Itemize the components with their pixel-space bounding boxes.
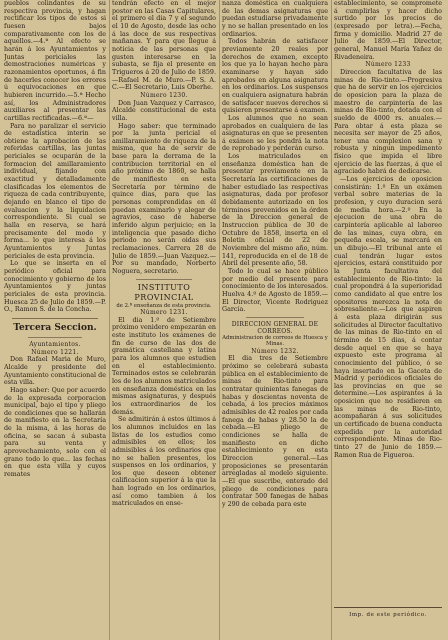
column-4 (334, 0, 442, 600)
column-divider (109, 0, 110, 640)
section-rule (12, 318, 98, 319)
paragraph: nanza doméstica en cualquiera de las demas asignaturas que puedan estudiarse privadamente y no se hallan presentado en los ordinarios. (222, 0, 328, 38)
column-1 (4, 0, 106, 640)
paragraph: Todos habrán de satisfacer previamente 20 reales por derechos de examen, excepto los que ya lo hayan hecho para examinarse y hayan sido aprobados en alguna asignatura en los ordinarios. Los suspensos en cualquiera asignatura habrán de satisfacer nuevos derechos si quisieren presentarse á examen. (222, 38, 328, 115)
paragraph: establecimiento, se compromete á cumplirlas y hacer dicho surtido por los precios de (expresado por letra).—Fecha, firma y domicilio. Madrid 27 de Julio de 1859.—El Director, general, Manuel María Yañez de Rivadeneira. (334, 0, 442, 61)
paragraph: Para no paralizar el servicio de estadística interin se obtiene la aprobacion de las referidas cartillas, las juntas periciales se ocuparán de la formacion del amillaramiento individual, fijando con exactitud y detalladamente clasificadas los elementos de riqueza de cada contribuyente, dejando en blanco el tipo de evaluacion y la liquidacion correspondiente. Si cual se halla en reserva, se hará precisamente del modo y forma... lo que interesa á los Ayuntamientos y Juntas periciales de esta provincia. (4, 122, 106, 260)
short-rule (246, 317, 304, 318)
paragraph: tendrán efecto en el mejor postor en las Casas Capitulares, el primero el dia 7 y el segundo el 10 de Agosto, desde las ocho á las doce de sus respectivas mañanas. Y para que llegue á noticia de las personas que gusten interesarse en la subasta, se fija el presente en Trigueros á 20 de Julio de 1859.—Rafael M. de Muro.—P. S. A. C.—El Secretario, Luis Oberhe. (112, 0, 216, 92)
directorate-subheading: Administracion de correos de Huesca y Minas. (222, 334, 328, 348)
notice-number: Número 1221. (31, 348, 79, 356)
paragraph: Don Juan Vazquez y Carrasco, Alcalde constitucional de esta villa. (112, 99, 216, 122)
paragraph: El dia tres de Setiembre próximo se celebrará subasta pública en el establecimiento de minas de Rio-tinto para contratar quinientas fanegas de habas y doscientas noventa de cebada, á los precios máximos admisibles de 42 reales por cada fanega de habas y 28.50 la de cebada.—El pliego de condiciones se halla de manifiesto en dicho establecimiento y en esta Direccion general.—Las proposiciones se presentarán arregladas al modelo siguiente.—El que suscribe, enterado del pliego de condiciones para contratar 500 fanegas de habas y 290 de cebada para este (222, 355, 328, 508)
paragraph: Direccion facultativa de las minas de Rio-tinto.—Progresiva que ha de servir en los ejercicios de oposicion para la plaza de maestro de carpintería de las minas de Rio-tinto, dotada con el sueldo de 4000 rs. anuales.—Para obtar á esta plaza se necesita ser mayor de 25 años, tener una complexion sana y robusta y ningun impedimento físico que impida el libre ejercicio de las fuerzas, á que el agraciado habrá de dedicarse. (334, 68, 442, 176)
paragraph: pueblos colindantes de su respectiva provincia, y hagan rectificar los tipos de estos si fuesen bajos comparativamente con los de aquellos.—4.ª Al efecto se harán á los Ayuntamientos y Juntas periciales las demostraciones numéricas y razonamientos oportunos, á fin de hacerles conocer los errores ú equivocaciones en que hubieren incurrido.—5.ª Hecho así, los Administradores auxiliares al presentar las cartillas rectificadas.—6.ª— (4, 0, 106, 122)
column-divider (331, 0, 332, 640)
paragraph: Todo lo cual se hace público por medio del presente para conocimiento de los interesados. Huelva 4.º de Agosto de 1859.—El Director, Vicente Rodriguez García. (222, 267, 328, 314)
column-2 (112, 0, 216, 640)
paragraph: Los matriculados en enseñanza doméstica han de presentar previamente en la Secretaría las certificaciones de haber estudiado las respectivas asignaturas, dada por profesor debidamente autorizado en los términos prevenidos en la órden de la Direccion general de Instruccion pública de 30 de Octubre de 1858, inserta en el Boletin oficial de 22 de Noviembre del mismo año, núm. 141, reproducida en el de 18 de Abril del presente año, 58. (222, 153, 328, 268)
column-3 (222, 0, 328, 640)
paragraph: El dia 1.º de Setiembre próximo venidero empezarán en este instituto los exámenes de fin de curso de las dos de gramática castellana y latina para los alumnos que estudien en el establecimiento. Terminados estos se celebrarán los de los alumnos matriculados en enseñanza doméstica en las mismas asignaturas, y después los extraordinarios de los demás. (112, 316, 216, 416)
notice-number: Número 1230. (140, 91, 188, 99)
section-heading: Tercera Seccion. (13, 322, 97, 333)
directorate-heading: DIRECCION GENERAL DE CORREOS. (231, 320, 319, 335)
short-rule (28, 337, 82, 338)
notice-number: Número 1233 (365, 61, 411, 69)
paragraph: Don Rafael Maria de Muro, Alcalde y presidente del Ayuntamiento constitucional de esta villa. (4, 356, 106, 387)
short-rule (136, 279, 192, 280)
institution-heading: INSTITUTO PROVINCIAL (134, 282, 194, 302)
paragraph: Se admitirán á estos últimos á los alumnos incluidos en las listas de los estudios como admisibles en ellos; los admisibles á los ordinarios que no se hallen presentes, los suspensos en los ordinarios, y los que deseen obtener calificacion superior á la que la han logrado en los ordinarios, así como tambien á los matriculados en ense- (112, 416, 216, 508)
column-divider (219, 0, 220, 640)
institution-subheading: de 2.ª enseñanza de esta provincia. (116, 302, 212, 309)
imprint-rule (334, 607, 442, 608)
printer-imprint: Imp. de este periódico. (349, 612, 427, 618)
notice-number: Número 1232. (251, 347, 299, 355)
paragraph: Hago saber: Que por acuerdo de la expresada corporacion municipal, bajo el tipo y pliego de condiciones que se hallarán de manifiesto en la Secretaría de la misma, á las horas de oficina, se sacan á subasta para su venta y aprovechamiento, solo con el grano todo lo que... las fechas en que esta villa y cuyos remates (4, 386, 106, 479)
paragraph: Hago saber: que terminado por la junta pericial el amillaramiento de riqueza de la misma, que ha de servir de base para la derrama de la contribucion territorial en el año próximo de 1860, se halla de manifiesto en esta Secretaría por término de quince dias, para que las personas comprendidas en él puedan examinarlo y alegar de agravios, caso de haberse inferido algun perjuicio; en la inteligencia que pasado dicho periodo no serán oidas sus reclamaciones. Carrera 28 de Julio de 1859.—Juan Vazquez.—Por su mandado, Norberto Noguera, secretario. (112, 122, 216, 275)
paragraph: —Los ejercicios de oposicion consistirán: 1.º En un exámen verbal sobre materias de la profesion, y cuyo duracion será de media hora.—2.º En la ejecucion de una obra de carpintería aplicable al laboreo de las minas, cuya obra, en pequeña escala, se marcará en un dibujo.—El tribunal ante el cual tendrán lugar estos ejercicios, estará constituido por la Junta facultativa del establecimiento de Rio-tinto: la cual propondrá á la superioridad como candidato al que entre los opositores merezca la nota de sobresaliente.—Los que aspiren á esta plaza dirigirán sus solicitudes al Director facultativo de las minas de Rio-tinto en el término de 15 dias, á contar desde aquel en que se haya expuesto este programa al conocimiento del público, ó se haya insertado en la Gaceta de Madrid y periódicos oficiales de las provincias en que se determine.—Los aspirantes á la oposicion que no residieren en las minas de Rio-tinto, acompañarán á sus solicitudes un certificado de buena conducta expedida por la autoridad correspondiente. Minas de Rio-tinto 27 de Junio de 1859.—Ramon Rua de Figueroa. (334, 176, 442, 459)
paragraph: Los alumnos que no sean aprobados en cualquiera de las asignaturas en que se presenten á exámen se les pondrá la nota de reprobado y perderán curso. (222, 114, 328, 153)
notice-number: Número 1231. (140, 309, 188, 317)
paragraph: Lo que se inserta en el periódico oficial para conocimiento y gobierno de los Ayuntamientos y juntas periciales de esta provincia. Huesca 25 de Julio de 1859.—P. O., Ramon S. de la Concha. (4, 260, 106, 314)
subsection-heading: Ayuntamientos. (29, 340, 81, 348)
